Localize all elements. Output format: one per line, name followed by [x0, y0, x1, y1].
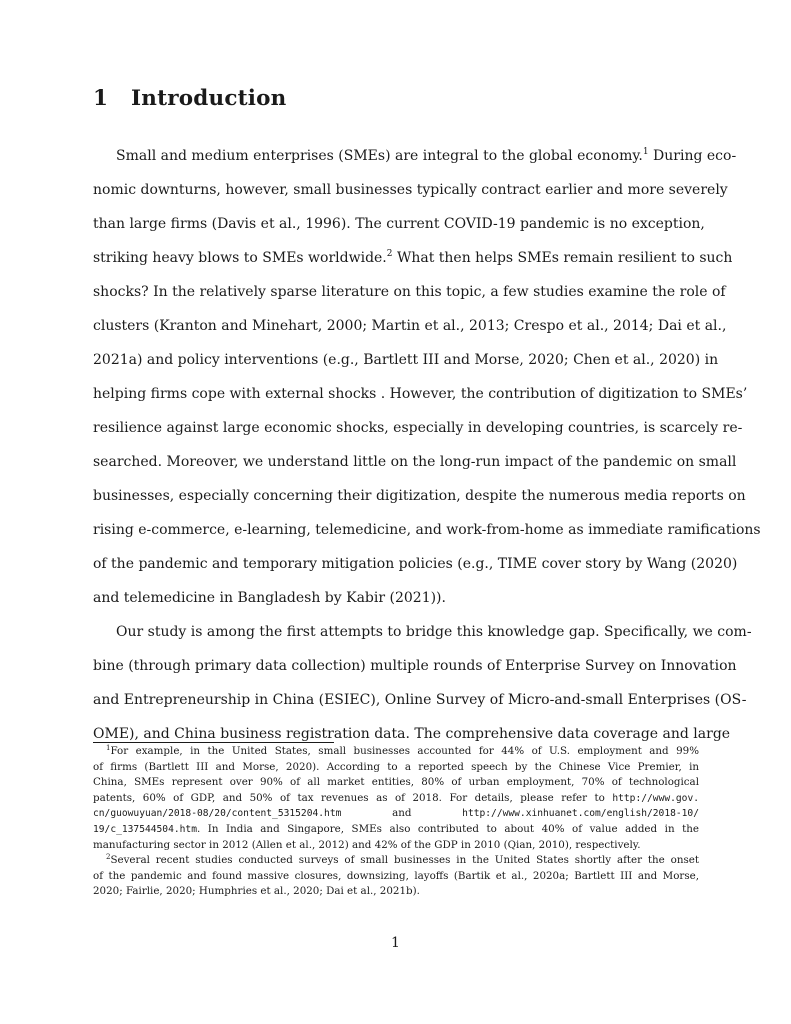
- paragraph: [93, 615, 752, 751]
- line-text: of the pandemic and temporary mitigation policies (e.g., TIME cover story by Wang (2020): [93, 556, 738, 572]
- line-text: and telemedicine in Bangladesh by Kabir (2021)).: [93, 590, 446, 606]
- footnote-text: . In India and Singapore, SMEs also contributed to about 40% of value added in the: [196, 822, 699, 835]
- line-text: striking heavy blows to SMEs worldwide.: [93, 250, 387, 266]
- text-line: [93, 547, 738, 581]
- line-text: rising e-commerce, e-learning, telemedicine, and work-from-home as immediate ramifications: [93, 522, 761, 538]
- footnote-marker: 1: [642, 147, 649, 157]
- line-text: During eco-: [648, 148, 737, 164]
- footnote-line: [93, 791, 699, 807]
- line-text: shocks? In the relatively sparse literature on this topic, a few studies examine the role of: [93, 284, 726, 300]
- line-text: resilience against large economic shocks, especially in developing countries, is scarcely re-: [93, 420, 743, 436]
- text-line: [93, 683, 747, 717]
- text-line: [93, 343, 719, 377]
- footnote-line: [93, 838, 699, 854]
- footnote-line: [93, 775, 699, 791]
- footnote-marker: 2: [386, 249, 393, 259]
- paragraph: [93, 139, 761, 615]
- footnote-text: of the pandemic and found massive closures, downsizing, layoffs (Bartik et al., 2020a; Bartlett III and Morse,: [93, 869, 699, 882]
- footnote-line: [93, 869, 699, 885]
- text-line: [93, 649, 737, 683]
- footnote-text: China, SMEs represent over 90% of all market entities, 80% of urban employment, 70% of technological: [93, 776, 699, 789]
- text-line: [93, 479, 746, 513]
- footnote-url: 19/c_137544504.htm: [93, 823, 197, 835]
- footnote-line: [93, 853, 699, 869]
- line-text: than large firms (Davis et al., 1996). The current COVID-19 pandemic is no exception,: [93, 216, 705, 232]
- section-heading: [93, 86, 287, 111]
- line-text: and Entrepreneurship in China (ESIEC), Online Survey of Micro-and-small Enterprises (OS-: [93, 692, 747, 708]
- text-line: [93, 207, 705, 241]
- text-line: [93, 377, 748, 411]
- footnote-1: [93, 744, 699, 853]
- footnotes: [93, 744, 699, 900]
- page-number: 1: [391, 935, 400, 951]
- line-text: searched. Moreover, we understand little on the long-run impact of the pandemic on small: [93, 454, 737, 470]
- text-line: [93, 615, 752, 649]
- body-text: [93, 139, 761, 751]
- footnote-line: [93, 744, 699, 760]
- footnote-url: cn/guowuyuan/2018-08/20/content_5315204.htm: [93, 808, 342, 820]
- footnote-text: Several recent studies conducted surveys of small businesses in the United States shortly after the onset: [110, 854, 699, 867]
- line-text: bine (through primary data collection) multiple rounds of Enterprise Survey on Innovation: [93, 658, 737, 674]
- text-line: [93, 139, 737, 173]
- section-title: Introduction: [131, 86, 287, 111]
- footnote-rule: [93, 742, 334, 743]
- footnote-text: 2020; Fairlie, 2020; Humphries et al., 2020; Dai et al., 2021b).: [93, 885, 420, 898]
- footnote-text: manufacturing sector in 2012 (Allen et al., 2012) and 42% of the GDP in 2010 (Qian, 2010), respectively.: [93, 838, 641, 851]
- line-text: 2021a) and policy interventions (e.g., Bartlett III and Morse, 2020; Chen et al., 2020) in: [93, 352, 719, 368]
- line-text: nomic downturns, however, small businesses typically contract earlier and more severely: [93, 182, 728, 198]
- text-line: [93, 581, 699, 615]
- text-line: [93, 275, 726, 309]
- footnote-text: patents, 60% of GDP, and 50% of tax revenues as of 2018. For details, please refer to: [93, 791, 613, 804]
- text-line: [93, 513, 761, 547]
- footnote-2: [93, 853, 699, 900]
- footnote-line: [93, 884, 699, 900]
- line-text: businesses, especially concerning their digitization, despite the numerous media reports on: [93, 488, 746, 504]
- line-text: clusters (Kranton and Minehart, 2000; Martin et al., 2013; Crespo et al., 2014; Dai et al.,: [93, 318, 727, 334]
- text-line: [93, 309, 727, 343]
- footnote-line: [93, 806, 699, 822]
- footnote-line: [93, 760, 699, 776]
- text-line: [93, 411, 743, 445]
- footnote-text: of firms (Bartlett III and Morse, 2020). According to a reported speech by the Chinese Vice Premier, in: [93, 760, 699, 773]
- footnote-line: [93, 822, 699, 838]
- line-text: Small and medium enterprises (SMEs) are integral to the global economy.: [116, 148, 643, 164]
- line-text: helping firms cope with external shocks . However, the contribution of digitization to SMEs’: [93, 386, 748, 402]
- line-text: What then helps SMEs remain resilient to such: [392, 250, 733, 266]
- line-text: OME), and China business registration data. The comprehensive data coverage and large: [93, 726, 731, 742]
- text-line: [93, 173, 728, 207]
- footnote-number: 2: [106, 853, 111, 862]
- section-number: 1: [93, 86, 109, 111]
- text-line: [93, 445, 737, 479]
- footnote-number: 1: [106, 744, 111, 752]
- text-line: [93, 241, 733, 275]
- footnote-url: http://www.xinhuanet.com/english/2018-10/: [462, 808, 699, 820]
- footnote-text: For example, in the United States, small businesses accounted for 44% of U.S. employment and 99%: [110, 745, 699, 757]
- footnote-text: and: [341, 807, 463, 820]
- footnote-url: http://www.gov.: [612, 792, 699, 804]
- line-text: Our study is among the first attempts to bridge this knowledge gap. Specifically, we com-: [116, 624, 752, 640]
